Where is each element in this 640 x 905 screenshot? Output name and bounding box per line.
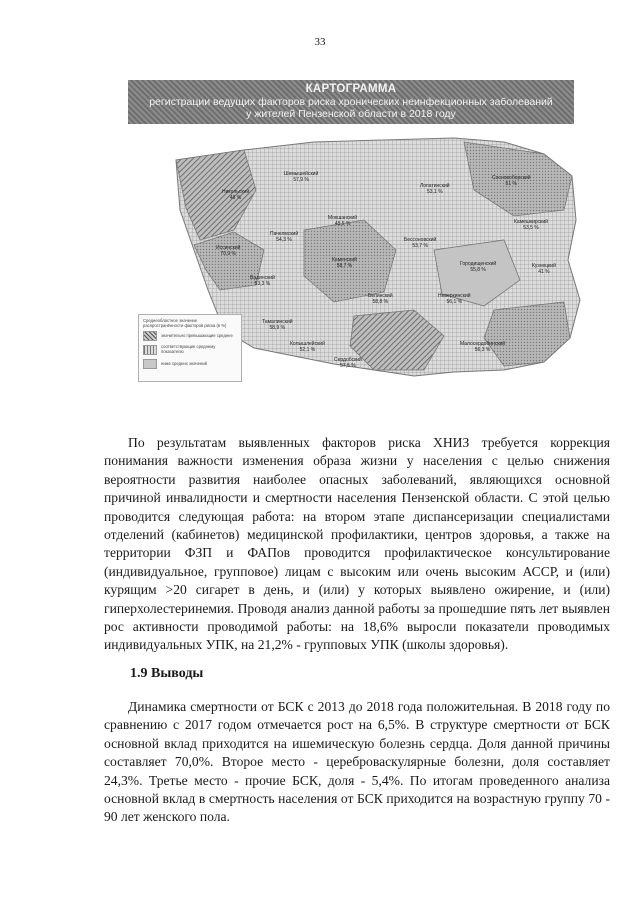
legend-swatch-hatched xyxy=(143,331,157,341)
district-label: Вадинский 53,3 % xyxy=(250,275,275,287)
body-text-2 xyxy=(104,698,610,827)
legend-row: ниже средних значений xyxy=(143,359,237,369)
district-label: Колышлейский 52,1 % xyxy=(290,341,325,353)
cartogram-title: КАРТОГРАММА xyxy=(305,83,397,95)
district-label: Каменский 58,7 % xyxy=(332,257,357,269)
paragraph-conclusions: Динамика смертности от БСК с 2013 до 2018 года положительная. В 2018 году по сравнению с 2017 годом отмечается рост на 6,5%. В структуре смертности от БСК основной вклад приходится на ишемическую болезнь сердца. Доля данной причины составляет 70,0%. Второе место - цереброваскулярные болезни, доля составляет 24,3%. Третье место - прочие БСК, доля - 5,4%. По итогам проведенного анализа основной вклад в смертность населения от БСК приходится на возрастную группу 70 - 90 лет женского пола. xyxy=(104,699,610,825)
district-label: Пачелмский 54,3 % xyxy=(270,231,299,243)
legend-title: Среднеобластное значение распространённости факторов риска (в %) xyxy=(143,318,227,328)
district-label: Шемышейский 57,9 % xyxy=(284,171,319,183)
map-legend xyxy=(138,314,242,382)
district-label: Мокшанский 48,5 % xyxy=(328,215,358,227)
legend-row: значительно превышающие среднее xyxy=(143,331,237,341)
cartogram-figure xyxy=(124,80,594,385)
district-label: Иссинский 70,9 % xyxy=(216,245,241,257)
body-text-1 xyxy=(104,434,610,655)
section-heading: 1.9 Выводы xyxy=(130,666,204,681)
district-label: Тамалинский 58,9 % xyxy=(262,319,293,331)
legend-row: соответствующие среднему показателю xyxy=(143,345,237,355)
district-label: Белинский 58,8 % xyxy=(368,293,393,305)
district-label: Неверкинский 56,1 % xyxy=(438,293,471,305)
page-number: 33 xyxy=(314,36,326,48)
district-label: Бессоновский 53,7 % xyxy=(404,237,437,249)
district-label: Сердобский 57,5 % xyxy=(334,357,362,369)
paragraph-risk-factors: По результатам выявленных факторов риска ХНИЗ требуется коррекция понимания важности изменения образа жизни у населения с целью снижения вероятности развития наиболее опасных заболеваний, являющихся основной причиной инвалидности и смертности населения Пензенской области. С этой целью проводится следующая работа: на втором этапе диспансеризации специалистами отделений (кабинетов) медицинской профилактики, центров здоровья, а также на территории ФЗП и ФАПов проводится профилактическое консультирование (индивидуальное, групповое) лицам с высоким или очень высоким АССР, и (или) курящим >20 сигарет в день, и (или) у которых выявлено ожирение, и (или) гиперхолестеринемия. Проводя анализ данной работы за прошедшие пять лет выявлен рос активности проводимой работы: на 18,6% выросли показатели проводимых индивидуальных УПК, на 21,2% - групповых УПК (школы здоровья). xyxy=(104,435,610,653)
district-label: Малосердобинский 56,3 % xyxy=(460,341,506,353)
district-label: Камешкирский 53,5 % xyxy=(514,219,548,231)
cartogram-title-box xyxy=(128,80,574,124)
cartogram-subtitle: регистрации ведущих факторов риска хронических неинфекционных заболеваний у жителей Пензенской области в 2018 году xyxy=(149,96,553,120)
district-label: Кузнецкий 41 % xyxy=(532,263,556,275)
district-shape-southeast xyxy=(484,302,570,366)
legend-swatch-solid xyxy=(143,359,157,369)
district-label: Сосновоборский 51 % xyxy=(492,175,531,187)
district-label: Никольский 48 % xyxy=(222,189,250,201)
district-label: Городищенский 55,8 % xyxy=(460,261,497,273)
district-label: Лопатинский 53,1 % xyxy=(420,183,450,195)
legend-swatch-striped xyxy=(143,345,157,355)
